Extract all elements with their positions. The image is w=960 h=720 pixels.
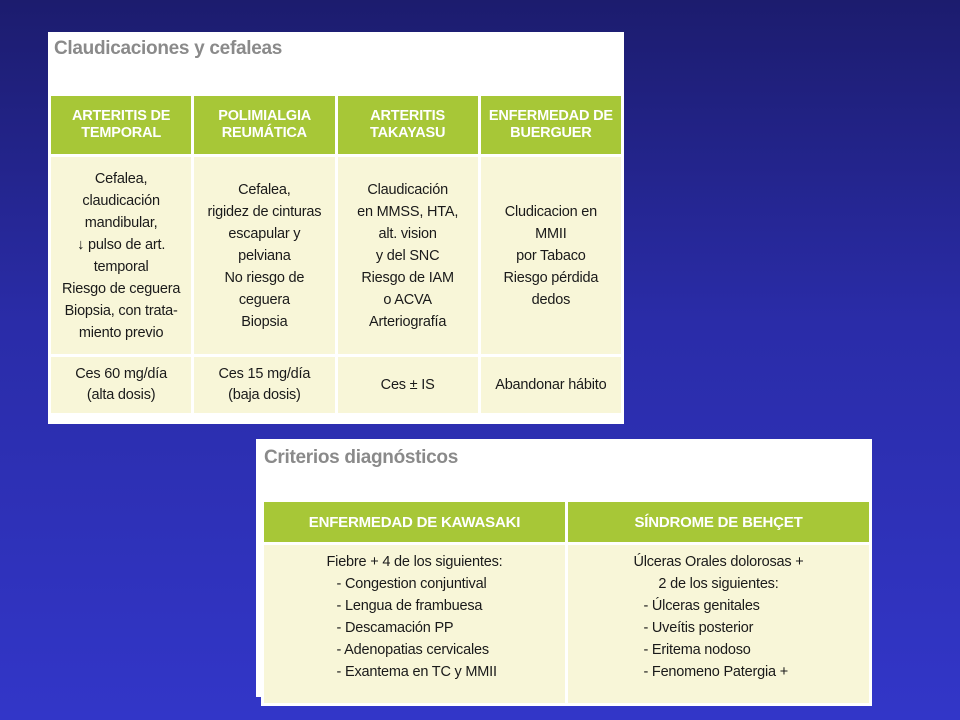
criterios-panel xyxy=(256,439,872,697)
list-item: - Eritema nodoso xyxy=(643,642,751,658)
cell-takayasu: Claudicación en MMSS, HTA, alt. vision y del SNC Riesgo de IAM o ACVA Arteriografía xyxy=(338,157,478,354)
cell-kawasaki xyxy=(264,545,565,703)
header-behcet: SÍNDROME DE BEHÇET xyxy=(568,502,869,542)
header-polimialgia: POLIMIALGIA REUMÁTICA xyxy=(194,96,334,154)
cell-buerguer: Cludicacion en MMII por Tabaco Riesgo pérdida dedos xyxy=(481,157,621,354)
list-item: - Úlceras genitales xyxy=(643,598,760,614)
kawasaki-criteria xyxy=(327,551,503,683)
criteria-row xyxy=(264,545,869,703)
kawasaki-intro: Fiebre + 4 de los siguientes: xyxy=(326,554,503,570)
header-arteritis-temporal: ARTERITIS DE TEMPORAL xyxy=(51,96,191,154)
claudicaciones-table xyxy=(48,93,624,416)
list-item: - Fenomeno Patergia + xyxy=(643,664,788,680)
header-row xyxy=(51,96,621,154)
list-item: - Adenopatias cervicales xyxy=(336,642,489,658)
header-kawasaki: ENFERMEDAD DE KAWASAKI xyxy=(264,502,565,542)
header-buerguer: ENFERMEDAD DE BUERGUER xyxy=(481,96,621,154)
list-item: - Exantema en TC y MMII xyxy=(336,664,497,680)
list-item: - Lengua de frambuesa xyxy=(336,598,483,614)
list-item: - Descamación PP xyxy=(336,620,454,636)
header-row xyxy=(264,502,869,542)
cell-arteritis-temporal: Cefalea, claudicación mandibular, ↓ pulso de art. temporal Riesgo de ceguera Biopsia, con trata- miento previo xyxy=(51,157,191,354)
treatment-row xyxy=(51,357,621,413)
criterios-table xyxy=(261,499,872,706)
list-item: - Uveítis posterior xyxy=(643,620,754,636)
behcet-intro: Úlceras Orales dolorosas + xyxy=(633,554,804,570)
cell-polimialgia: Cefalea, rigidez de cinturas escapular y pelviana No riesgo de ceguera Biopsia xyxy=(194,157,334,354)
cell-behcet xyxy=(568,545,869,703)
behcet-criteria xyxy=(633,551,803,683)
treatment-polimialgia: Ces 15 mg/día (baja dosis) xyxy=(194,357,334,413)
claudicaciones-panel xyxy=(48,32,624,424)
panel-title: Claudicaciones y cefaleas xyxy=(54,38,283,59)
header-takayasu: ARTERITIS TAKAYASU xyxy=(338,96,478,154)
treatment-takayasu: Ces ± IS xyxy=(338,357,478,413)
symptoms-row xyxy=(51,157,621,354)
panel-title: Criterios diagnósticos xyxy=(264,447,458,468)
treatment-arteritis-temporal: Ces 60 mg/día (alta dosis) xyxy=(51,357,191,413)
behcet-intro: 2 de los siguientes: xyxy=(658,576,779,592)
treatment-buerguer: Abandonar hábito xyxy=(481,357,621,413)
list-item: - Congestion conjuntival xyxy=(336,576,487,592)
